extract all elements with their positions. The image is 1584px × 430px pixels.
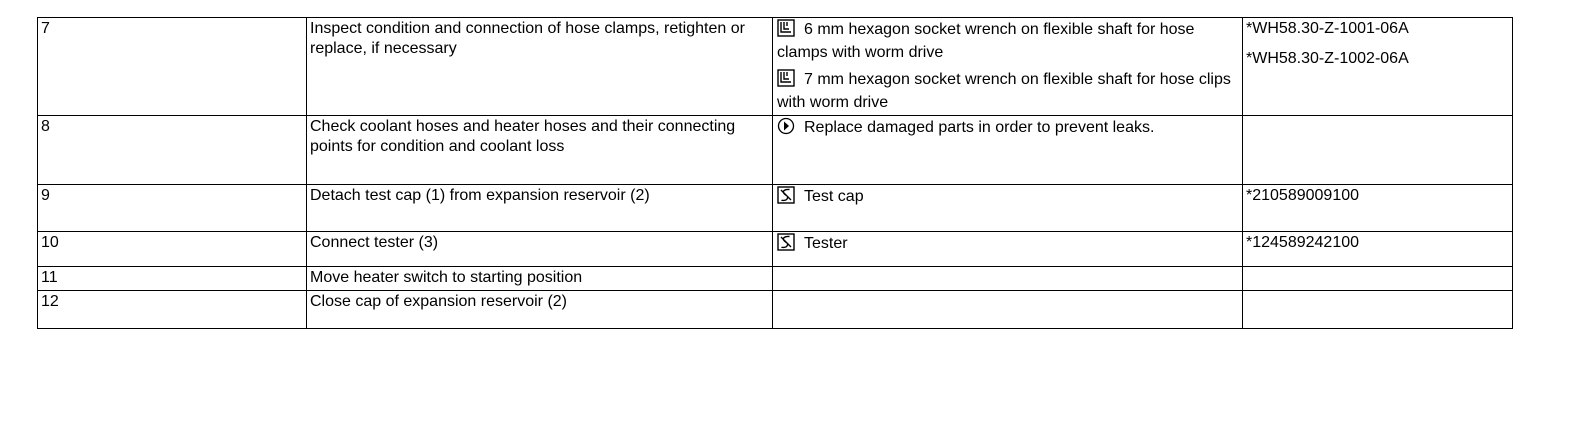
step-number: 11 — [38, 267, 307, 291]
step-action: Inspect condition and connection of hose clamps, retighten or replace, if necessary — [307, 18, 773, 116]
tools-cell — [773, 18, 1243, 116]
tool-text: 6 mm hexagon socket wrench on flexible shaft for hose clamps with worm drive — [777, 21, 1195, 61]
part-number: *210589009100 — [1243, 185, 1513, 232]
table-row — [38, 116, 1513, 185]
step-action: Close cap of expansion reservoir (2) — [307, 291, 773, 329]
tool-text: 7 mm hexagon socket wrench on flexible shaft for hose clips with worm drive — [777, 71, 1231, 111]
step-action: Move heater switch to starting position — [307, 267, 773, 291]
special-tool-icon — [777, 69, 795, 93]
table-row — [38, 232, 1513, 267]
note-entry — [773, 116, 1242, 143]
step-number: 9 — [38, 185, 307, 232]
tool-entry — [773, 18, 1242, 65]
part-number — [1243, 267, 1513, 291]
step-action: Detach test cap (1) from expansion reservoir (2) — [307, 185, 773, 232]
tool-icon — [777, 186, 795, 210]
tool-text: Tester — [804, 235, 848, 252]
tool-entry — [773, 232, 1242, 259]
tools-cell — [773, 232, 1243, 267]
part-number-cell — [1243, 18, 1513, 116]
step-number: 7 — [38, 18, 307, 116]
part-number — [1243, 291, 1513, 329]
tool-text: Test cap — [804, 188, 864, 205]
tool-entry — [773, 65, 1242, 115]
tools-cell — [773, 185, 1243, 232]
table-row — [38, 291, 1513, 329]
procedure-table — [37, 17, 1513, 329]
table-row — [38, 185, 1513, 232]
tool-entry — [773, 185, 1242, 212]
tools-cell — [773, 267, 1243, 291]
step-number: 8 — [38, 116, 307, 185]
tools-cell — [773, 291, 1243, 329]
part-number: *124589242100 — [1243, 232, 1513, 267]
tools-cell — [773, 116, 1243, 185]
step-number: 10 — [38, 232, 307, 267]
step-number: 12 — [38, 291, 307, 329]
special-tool-icon — [777, 19, 795, 43]
part-number: *WH58.30-Z-1002-06A — [1246, 50, 1409, 67]
table-row — [38, 267, 1513, 291]
table-row — [38, 18, 1513, 116]
part-number: *WH58.30-Z-1001-06A — [1246, 20, 1409, 37]
step-action: Connect tester (3) — [307, 232, 773, 267]
tool-icon — [777, 233, 795, 257]
note-icon — [777, 117, 795, 141]
step-action: Check coolant hoses and heater hoses and their connecting points for condition and coolant loss — [307, 116, 773, 185]
note-text: Replace damaged parts in order to prevent leaks. — [804, 119, 1155, 136]
procedure-table-container — [37, 17, 1512, 329]
part-number — [1243, 116, 1513, 185]
